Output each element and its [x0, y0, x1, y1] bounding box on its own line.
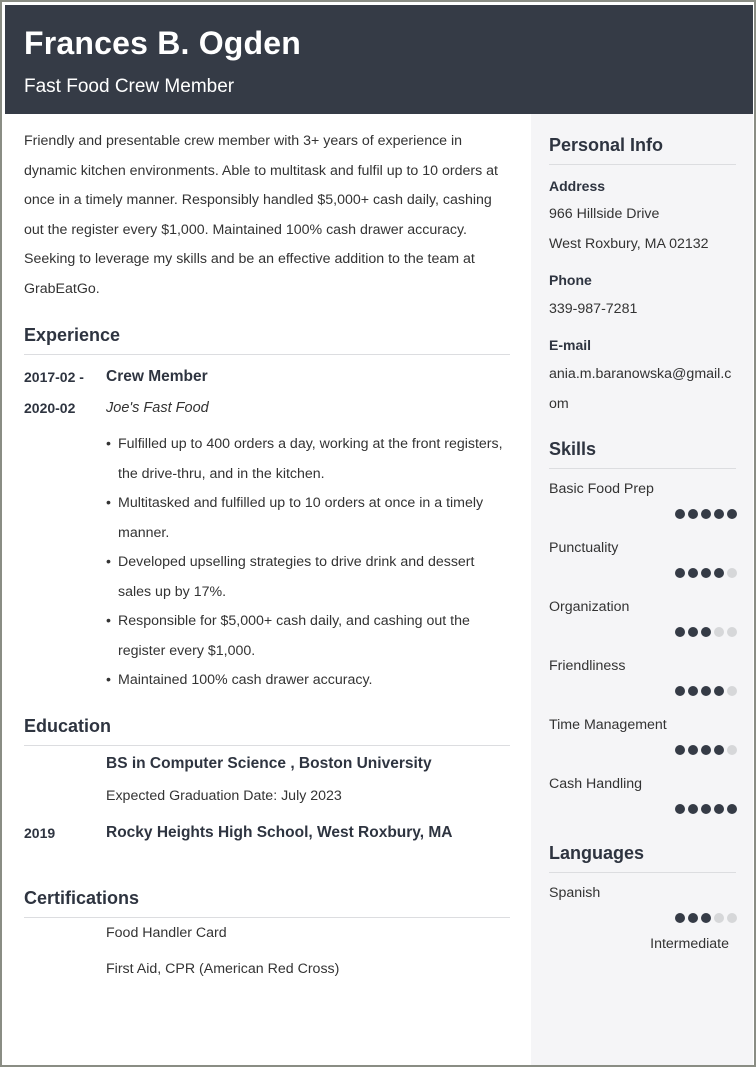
address-line-1: 966 Hillside Drive — [549, 206, 660, 222]
skill-level-dots — [675, 804, 737, 815]
job-bullets — [106, 430, 510, 696]
level-dot-filled — [688, 627, 698, 637]
education-date: 2019 — [24, 824, 56, 841]
skill-name: Time Management — [549, 717, 667, 733]
job-bullet: • Maintained 100% cash drawer accuracy. — [106, 666, 510, 696]
languages-heading: Languages — [549, 843, 736, 873]
level-dot-filled — [701, 509, 711, 519]
level-dot-filled — [688, 568, 698, 578]
skill-name: Cash Handling — [549, 776, 643, 792]
level-dot-filled — [688, 804, 698, 814]
level-dot-filled — [727, 509, 737, 519]
experience-section — [24, 325, 510, 696]
personal-info-heading: Personal Info — [549, 135, 736, 165]
skill-level-dots — [675, 686, 737, 697]
level-dot-empty — [714, 627, 724, 637]
education-title: Rocky Heights High School, West Roxbury, MA — [106, 823, 453, 841]
skill-level-dots — [675, 509, 737, 520]
level-dot-filled — [675, 627, 685, 637]
language-level-label: Intermediate — [650, 936, 729, 952]
candidate-title: Fast Food Crew Member — [24, 76, 235, 97]
certification-item: Food Handler Card — [106, 924, 227, 941]
education-heading: Education — [24, 716, 510, 746]
skill-name: Organization — [549, 599, 630, 615]
level-dot-filled — [675, 913, 685, 923]
level-dot-filled — [675, 686, 685, 696]
certifications-heading: Certifications — [24, 888, 510, 918]
level-dot-filled — [688, 509, 698, 519]
job-role: Crew Member — [106, 368, 208, 385]
skill-level-dots — [675, 568, 737, 579]
skills-heading: Skills — [549, 439, 736, 469]
experience-heading: Experience — [24, 325, 510, 355]
level-dot-empty — [727, 627, 737, 637]
level-dot-filled — [701, 804, 711, 814]
resume-header — [5, 5, 753, 114]
level-dot-filled — [701, 913, 711, 923]
education-subtitle: Expected Graduation Date: July 2023 — [106, 787, 342, 804]
level-dot-filled — [714, 686, 724, 696]
level-dot-filled — [714, 745, 724, 755]
certification-item: First Aid, CPR (American Red Cross) — [106, 960, 340, 977]
skill-level-dots — [675, 745, 737, 756]
job-company: Joe's Fast Food — [106, 400, 209, 416]
language-name: Spanish — [549, 885, 601, 901]
education-title: BS in Computer Science , Boston University — [106, 754, 432, 772]
certifications-section — [24, 888, 510, 998]
level-dot-empty — [727, 745, 737, 755]
level-dot-filled — [701, 627, 711, 637]
job-header — [24, 369, 510, 431]
main-column — [24, 114, 510, 998]
level-dot-empty — [727, 913, 737, 923]
language-level-dots — [675, 913, 737, 924]
level-dot-filled — [701, 568, 711, 578]
level-dot-filled — [688, 745, 698, 755]
level-dot-filled — [675, 509, 685, 519]
email-label: E-mail — [549, 337, 592, 353]
level-dot-filled — [714, 509, 724, 519]
job-bullet: • Multitasked and fulfilled up to 10 orders at once in a timely manner. — [106, 489, 510, 548]
level-dot-empty — [714, 913, 724, 923]
level-dot-filled — [688, 686, 698, 696]
job-bullet: • Developed upselling strategies to drive drink and dessert sales up by 17%. — [106, 548, 510, 607]
sidebar — [531, 114, 753, 1065]
skill-name: Basic Food Prep — [549, 481, 654, 497]
phone-label: Phone — [549, 272, 592, 288]
email-value: ania.m.baranowska@gmail.com — [549, 366, 732, 412]
level-dot-empty — [727, 568, 737, 578]
summary-text: Friendly and presentable crew member with 3+ years of experience in dynamic kitchen environments. Able to multitask and fulfil up to 10 orders at once in a timely manner. Responsibly handled $5,000+ cash daily, cashing out the register every $1,000. Maintained 100% cash drawer accuracy. Seeking to leverage my skills and be an effective addition to the team at GrabEatGo. — [24, 133, 498, 297]
address-label: Address — [549, 178, 606, 194]
skill-name: Punctuality — [549, 540, 619, 556]
job-bullet: • Fulfilled up to 400 orders a day, working at the front registers, the drive-thru, and in the kitchen. — [106, 430, 510, 489]
level-dot-empty — [727, 686, 737, 696]
level-dot-filled — [688, 913, 698, 923]
job-bullet: • Responsible for $5,000+ cash daily, and cashing out the register every $1,000. — [106, 607, 510, 666]
level-dot-filled — [714, 804, 724, 814]
level-dot-filled — [727, 804, 737, 814]
phone-value: 339-987-7281 — [549, 301, 638, 317]
level-dot-filled — [701, 745, 711, 755]
skill-name: Friendliness — [549, 658, 626, 674]
level-dot-filled — [675, 804, 685, 814]
level-dot-filled — [675, 568, 685, 578]
job-date-end: 2020-02 — [24, 400, 76, 416]
level-dot-filled — [675, 745, 685, 755]
level-dot-filled — [714, 568, 724, 578]
level-dot-filled — [701, 686, 711, 696]
education-section — [24, 716, 510, 866]
job-date-start: 2017-02 - — [24, 369, 84, 385]
candidate-name: Frances B. Ogden — [24, 25, 302, 61]
skill-level-dots — [675, 627, 737, 638]
address-line-2: West Roxbury, MA 02132 — [549, 236, 709, 252]
